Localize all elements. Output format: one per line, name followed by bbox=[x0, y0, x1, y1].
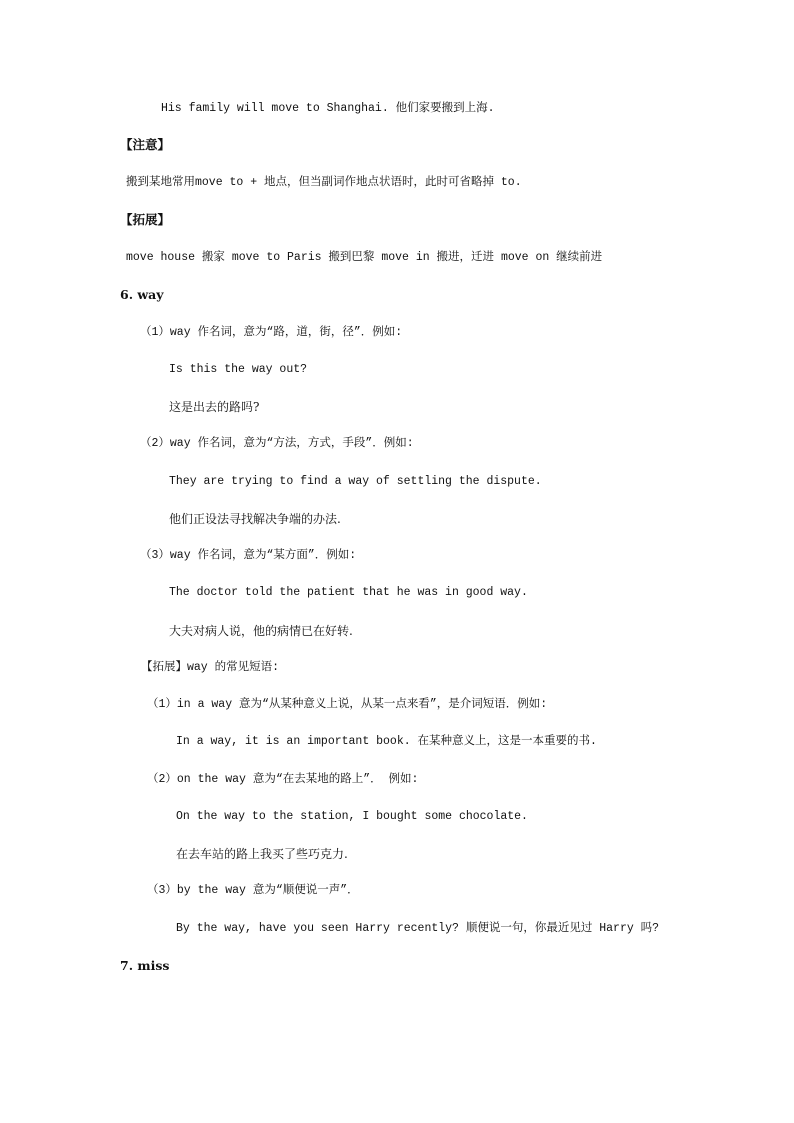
section-heading: 6. way bbox=[120, 287, 164, 302]
example-sentence: On the way to the station, I bought some chocolate. bbox=[176, 810, 528, 823]
extension-phrases: move house 搬家 move to Paris 搬到巴黎 move in 搬进，迁进 move on 继续前进 bbox=[126, 251, 603, 264]
note-text: 搬到某地常用move to + 地点，但当副词作地点状语时，此时可省略掉 to. bbox=[126, 176, 522, 189]
phrase-item: （2）on the way 意为“在去某地的路上”． 例如: bbox=[147, 773, 419, 786]
example-translation: 在去车站的路上我买了些巧克力. bbox=[176, 847, 348, 861]
phrase-item: （1）in a way 意为“从某种意义上说，从某一点来看”，是介词短语．例如: bbox=[147, 698, 548, 711]
example-translation: 这是出去的路吗? bbox=[169, 400, 260, 414]
example-translation: 他们正设法寻找解决争端的办法. bbox=[169, 512, 341, 526]
example-sentence: They are trying to find a way of settling the dispute. bbox=[169, 475, 542, 488]
phrase-item: （3）by the way 意为“顺便说一声”． bbox=[147, 884, 359, 897]
example-sentence: His family will move to Shanghai. 他们家要搬到上海. bbox=[161, 102, 495, 115]
definition-item: （3）way 作名词，意为“某方面”．例如: bbox=[140, 549, 357, 562]
phrases-heading: 【拓展】way 的常见短语: bbox=[141, 661, 280, 674]
extension-heading: 【拓展】 bbox=[120, 212, 171, 227]
section-heading: 7. miss bbox=[120, 958, 170, 973]
example-sentence: In a way, it is an important book. 在某种意义上，这是一本重要的书. bbox=[176, 735, 597, 748]
example-translation: 大夫对病人说，他的病情已在好转. bbox=[169, 624, 353, 638]
definition-item: （2）way 作名词，意为“方法，方式，手段”．例如: bbox=[140, 437, 414, 450]
example-sentence: The doctor told the patient that he was in good way. bbox=[169, 586, 528, 599]
definition-item: （1）way 作名词，意为“路，道，街，径”．例如: bbox=[140, 326, 403, 339]
example-sentence: Is this the way out? bbox=[169, 363, 308, 376]
note-heading: 【注意】 bbox=[120, 137, 171, 152]
example-sentence: By the way, have you seen Harry recently? 顺便说一句，你最近见过 Harry 吗? bbox=[176, 922, 660, 935]
